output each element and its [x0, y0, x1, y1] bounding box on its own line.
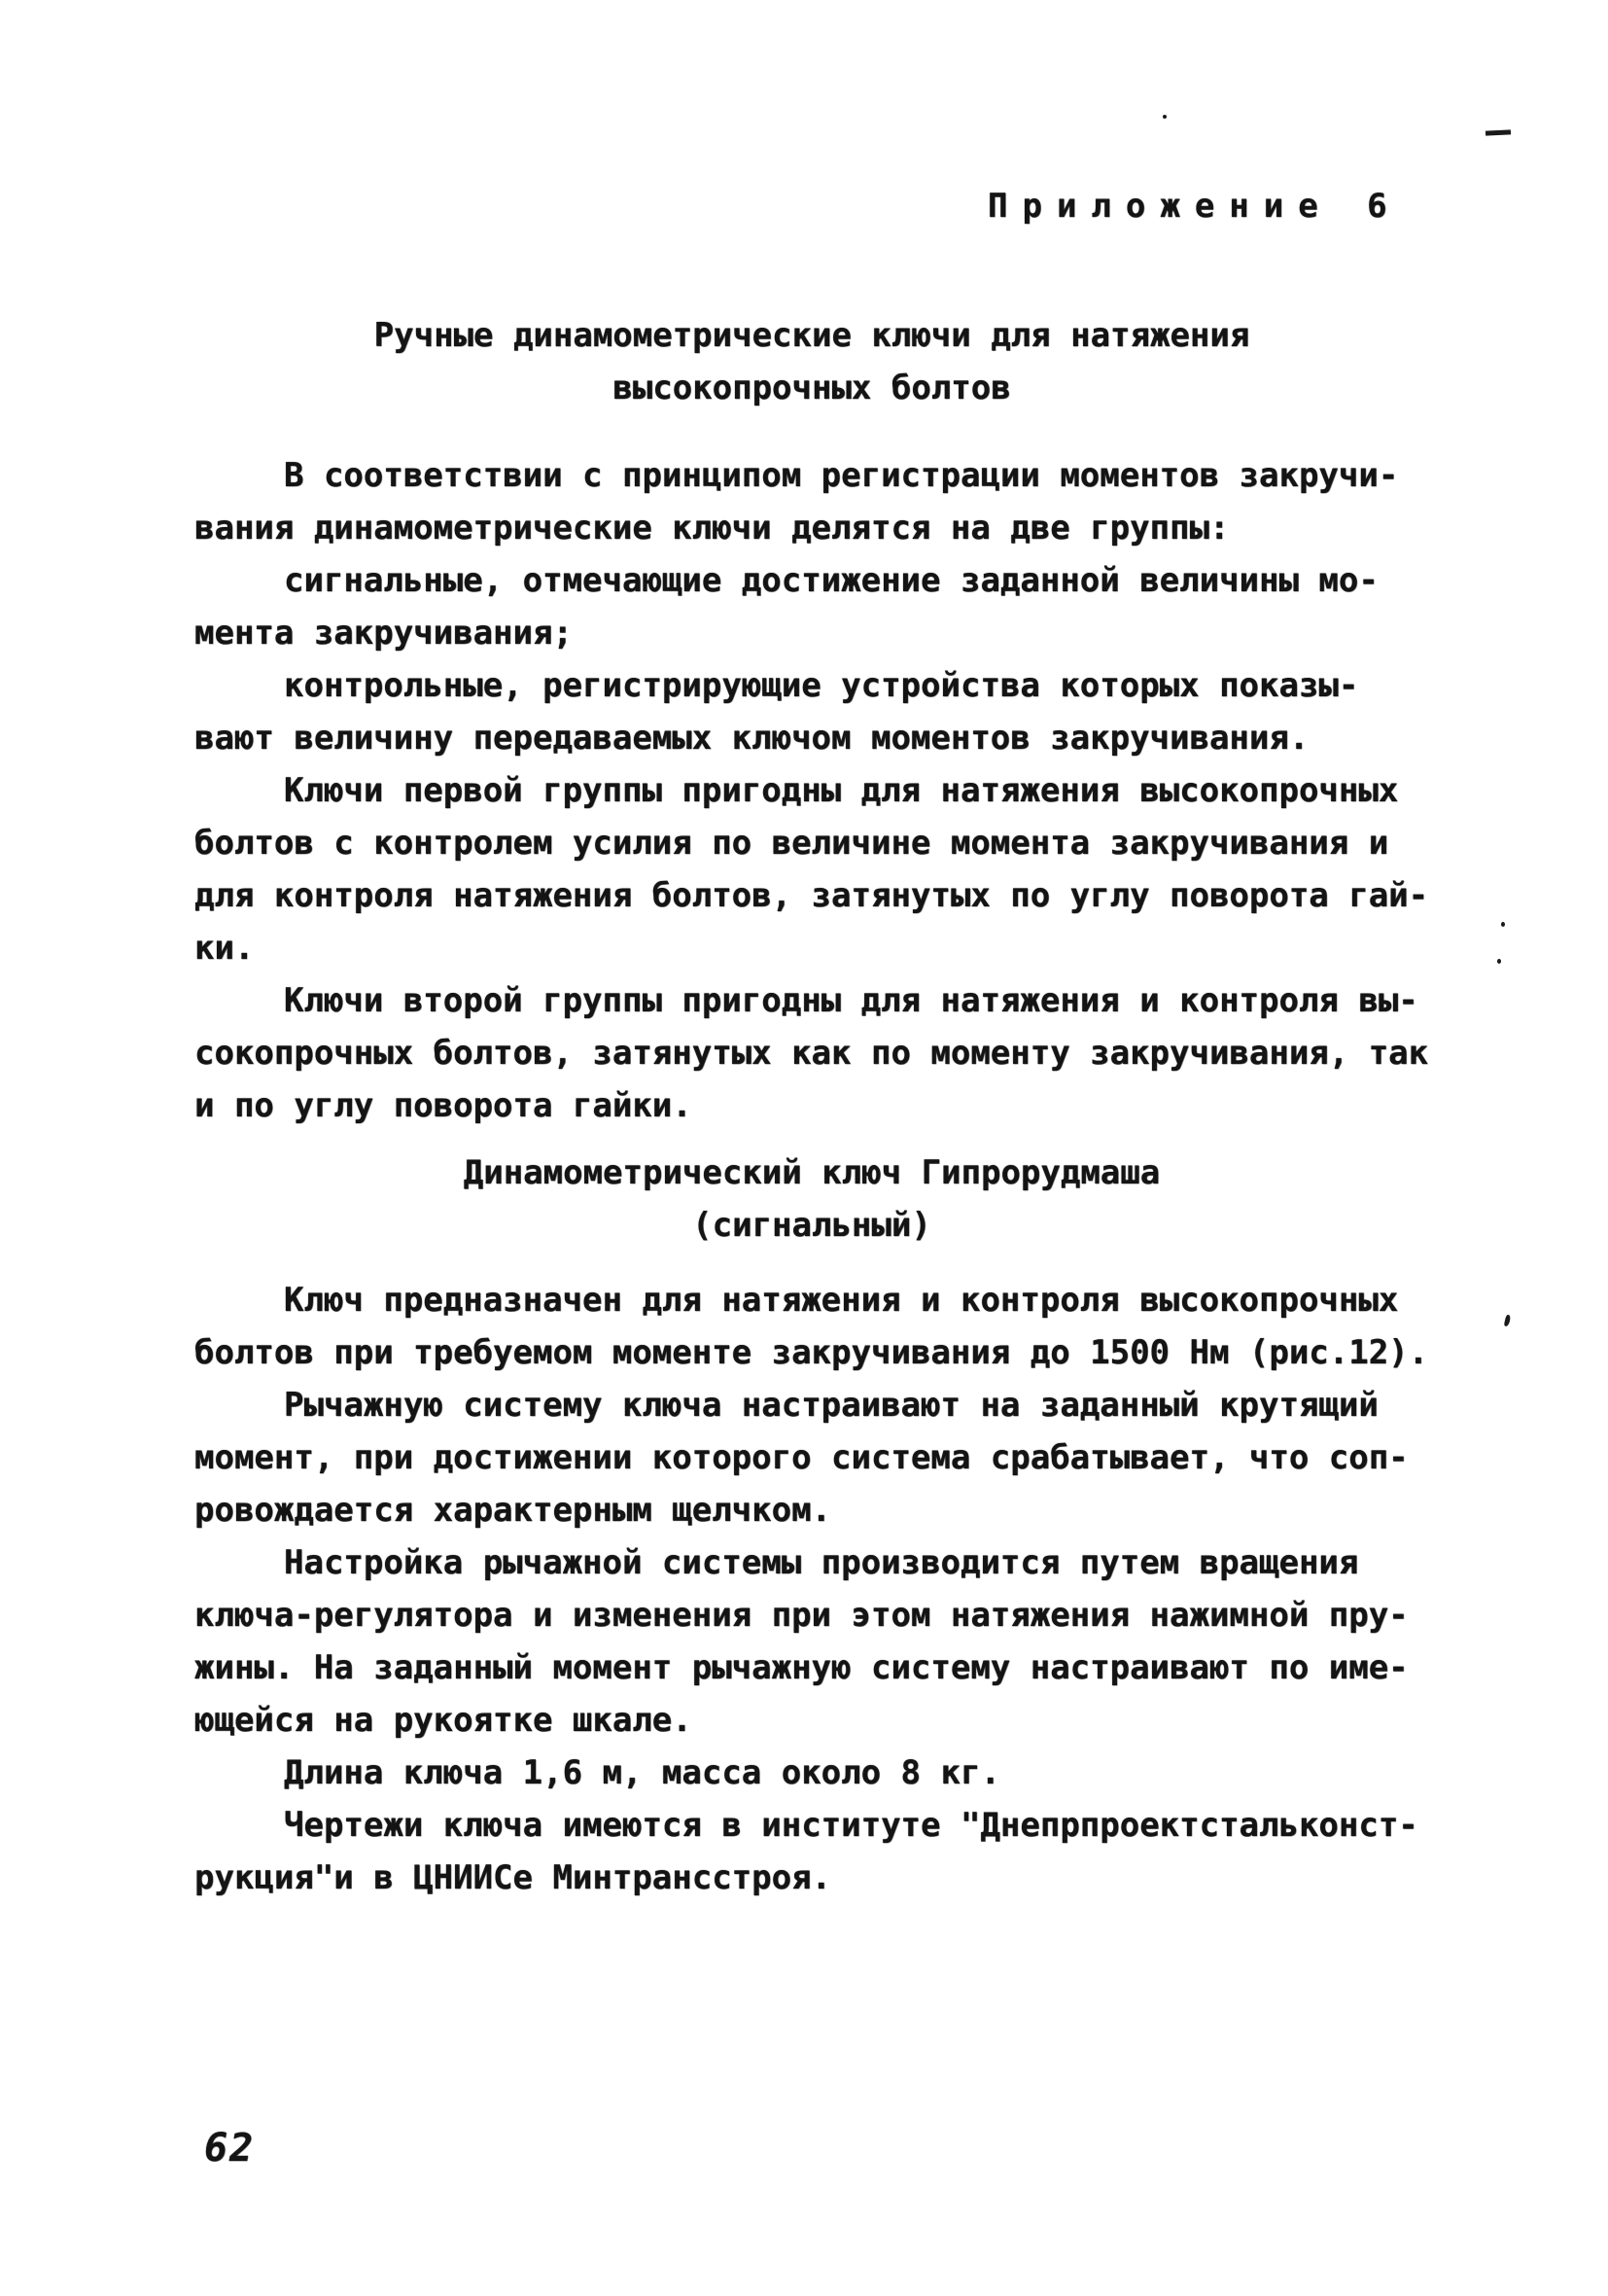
text-line: контрольные, регистрирующие устройства которых показы-	[284, 666, 1359, 705]
text-line: Ключ предназначен для натяжения и контроля высокопрочных	[284, 1281, 1399, 1320]
text-line: Рычажную систему ключа настраивают на заданный крутящий	[284, 1386, 1379, 1425]
paragraph	[194, 764, 1468, 974]
text-line: мента закручивания;	[194, 614, 573, 653]
text-line: жины. На заданный момент рычажную систему настраивают по име-	[194, 1648, 1409, 1687]
text-line: и по углу поворота гайки.	[194, 1086, 692, 1125]
scan-artifact	[1501, 922, 1505, 927]
text-line: болтов с контролем усилия по величине момента закручивания и	[194, 824, 1389, 863]
annex-label: Приложение 6	[988, 187, 1402, 226]
page-number: 62	[204, 2126, 256, 2171]
text-line: сокопрочных болтов, затянутых как по моменту закручивания, так	[194, 1034, 1429, 1073]
paragraph	[194, 554, 1468, 659]
scan-artifact	[1497, 959, 1501, 964]
section-heading	[175, 1146, 1449, 1251]
text-line: Ручные динамометрические ключи для натяжения	[373, 316, 1250, 355]
text-line: ключа-регулятора и изменения при этом натяжения нажимной пру-	[194, 1596, 1409, 1635]
text-line: рукция"и в ЦНИИСе Минтрансстроя.	[194, 1858, 832, 1897]
paragraph	[194, 1537, 1468, 1747]
paragraph	[194, 974, 1468, 1132]
text-line: болтов при требуемом моменте закручивания до 1500 Нм (рис.12).	[194, 1333, 1429, 1372]
text-line: Настройка рычажной системы производится путем вращения	[284, 1543, 1359, 1582]
text-line: ровождается характерным щелчком.	[194, 1491, 832, 1530]
text-line: момент, при достижении которого система срабатывает, что соп-	[194, 1438, 1409, 1477]
text-line: В соответствии с принципом регистрации моментов закручи-	[284, 456, 1399, 495]
text-line: Динамометрический ключ Гипрорудмаша	[463, 1153, 1161, 1192]
body-section-1	[194, 449, 1468, 1132]
text-line: ки.	[194, 929, 255, 968]
scan-artifact	[1486, 129, 1511, 135]
paragraph	[194, 1799, 1468, 1904]
paragraph	[194, 1747, 1468, 1799]
text-line: для контроля натяжения болтов, затянутых по углу поворота гай-	[194, 876, 1429, 915]
text-line: (сигнальный)	[692, 1206, 931, 1245]
scan-artifact	[1504, 1315, 1512, 1327]
text-line: вания динамометрические ключи делятся на две группы:	[194, 509, 1230, 548]
text-line: сигнальные, отмечающие достижение заданной величины мо-	[284, 561, 1379, 600]
paragraph	[194, 659, 1468, 764]
text-line: вают величину передаваемых ключом моментов закручивания.	[194, 719, 1310, 758]
document-title	[175, 305, 1449, 410]
paragraph	[194, 1274, 1468, 1379]
text-line: высокопрочных болтов	[612, 369, 1011, 407]
paragraph	[194, 1379, 1468, 1537]
text-line: Ключи второй группы пригодны для натяжения и контроля вы-	[284, 981, 1418, 1020]
text-line: Длина ключа 1,6 м, масса около 8 кг.	[284, 1753, 1000, 1792]
text-line: Чертежи ключа имеются в институте "Днепрпроектстальконст-	[284, 1806, 1418, 1845]
text-line: Ключи первой группы пригодны для натяжения высокопрочных	[284, 771, 1399, 810]
scan-artifact	[1163, 115, 1167, 119]
body-section-2	[194, 1274, 1468, 1904]
paragraph	[194, 449, 1468, 554]
text-line: ющейся на рукоятке шкале.	[194, 1701, 692, 1740]
